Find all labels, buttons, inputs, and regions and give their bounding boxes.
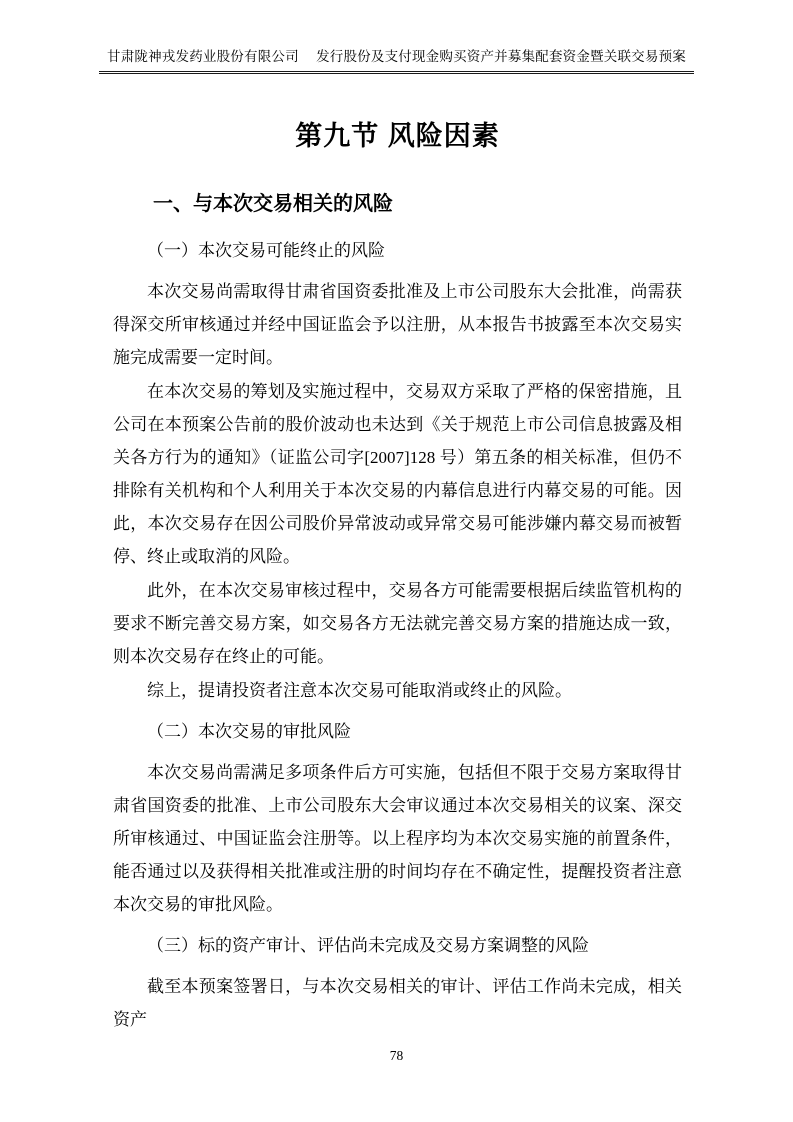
- page-number: 78: [389, 1048, 404, 1063]
- subsection-heading-2: （二）本次交易的审批风险: [147, 722, 351, 741]
- subsection-heading-3: （三）标的资产审计、评估尚未完成及交易方案调整的风险: [147, 936, 589, 955]
- paragraph: 在本次交易的筹划及实施过程中，交易双方采取了严格的保密措施，且公司在本预案公告前的股价波动也未达到《关于规范上市公司信息披露及相关各方行为的通知》（证监公司字[2007]128 号）第五条的相关标准，但仍不排除有关机构和个人利用关于本次交易的内幕信息进行内幕交易的可能。因此，本次交易存在因公司股价异常波动或异常交易可能涉嫌内幕交易而被暂停、终止或取消的风险。: [113, 382, 682, 566]
- running-header: 甘肃陇神戎发药业股份有限公司 发行股份及支付现金购买资产并募集配套资金暨关联交易预案: [99, 48, 694, 74]
- paragraph: 本次交易尚需取得甘肃省国资委批准及上市公司股东大会批准，尚需获得深交所审核通过并经中国证监会予以注册，从本报告书披露至本次交易实施完成需要一定时间。: [113, 282, 682, 367]
- subsection-heading-1: （一）本次交易可能终止的风险: [147, 241, 385, 260]
- paragraph: 此外，在本次交易审核过程中，交易各方可能需要根据后续监管机构的要求不断完善交易方案，如交易各方无法就完善交易方案的措施达成一致，则本次交易存在终止的可能。: [113, 581, 682, 666]
- paragraph: 本次交易尚需满足多项条件后方可实施，包括但不限于交易方案取得甘肃省国资委的批准、上市公司股东大会审议通过本次交易相关的议案、深交所审核通过、中国证监会注册等。以上程序均为本次交易实施的前置条件，能否通过以及获得相关批准或注册的时间均存在不确定性，提醒投资者注意本次交易的审批风险。: [113, 763, 682, 914]
- chapter-title: 第九节 风险因素: [295, 121, 500, 151]
- paragraph: 综上，提请投资者注意本次交易可能取消或终止的风险。: [147, 681, 572, 700]
- section-heading: 一、与本次交易相关的风险: [153, 193, 393, 215]
- page-content: [113, 118, 682, 1036]
- paragraph: 截至本预案签署日，与本次交易相关的审计、评估工作尚未完成，相关资产: [113, 977, 682, 1029]
